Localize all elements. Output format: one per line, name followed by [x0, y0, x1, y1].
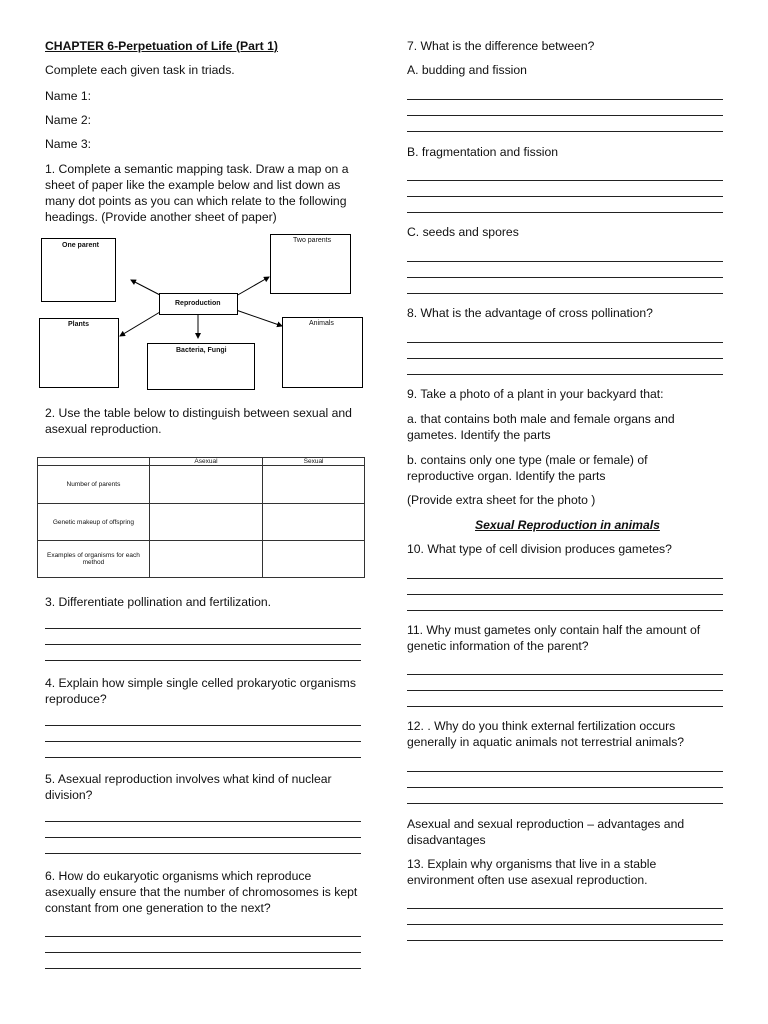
question-9a: a. that contains both male and female organs and gametes. Identify the parts: [407, 412, 675, 442]
question-1: 1. Complete a semantic mapping task. Draw a map on a sheet of paper like the example below and list down as many dot points as you can which relate to the following headings. (Provide another sheet of paper): [45, 162, 349, 224]
section-advantages-disadvantages: Asexual and sexual reproduction – advantages and disadvantages: [407, 817, 685, 847]
instruction: Complete each given task in triads.: [45, 63, 235, 77]
question-9: 9. Take a photo of a plant in your backyard that:: [407, 387, 664, 401]
map-box-one-parent: [41, 238, 116, 302]
question-8: 8. What is the advantage of cross pollination?: [407, 306, 653, 320]
comparison-table: [37, 457, 365, 578]
map-box-plants: [39, 318, 119, 388]
question-5: 5. Asexual reproduction involves what kind of nuclear division?: [45, 772, 332, 802]
question-3: 3. Differentiate pollination and fertilization.: [45, 595, 272, 609]
table-row: [38, 504, 365, 541]
map-label-animals: Animals: [309, 320, 334, 327]
question-7: 7. What is the difference between?: [407, 39, 595, 53]
map-label-one-parent: One parent: [62, 242, 99, 249]
table-row-label: Genetic makeup of offspring: [38, 504, 150, 541]
table-cell-sexual[interactable]: [263, 466, 365, 504]
question-7c: C. seeds and spores: [407, 225, 519, 239]
table-row: [38, 541, 365, 578]
name-2-label: Name 2:: [45, 113, 92, 127]
question-13: 13. Explain why organisms that live in a stable environment often use asexual reproduction.: [407, 857, 657, 887]
section-sexual-reproduction-animals: Sexual Reproduction in animals: [475, 518, 660, 532]
question-12: 12. . Why do you think external fertilization occurs generally in aquatic animals not terrestrial animals?: [407, 719, 685, 749]
question-6: 6. How do eukaryotic organisms which reproduce asexually ensure that the number of chromosomes is kept constant from one generation to the next?: [45, 869, 358, 915]
name-1-label: Name 1:: [45, 89, 92, 103]
table-cell-asexual[interactable]: [149, 466, 262, 504]
question-11: 11. Why must gametes only contain half the amount of genetic information of the parent?: [407, 623, 701, 653]
map-label-two-parents: Two parents: [293, 237, 332, 244]
map-box-animals: [282, 317, 363, 388]
table-row-label: Examples of organisms for each method: [38, 541, 150, 578]
map-label-bacteria-fungi: Bacteria, Fungi: [176, 347, 227, 354]
question-10: 10. What type of cell division produces gametes?: [407, 542, 672, 556]
map-box-bacteria-fungi: [147, 343, 255, 390]
table-header-sexual: Sexual: [263, 458, 365, 466]
table-header-blank: [38, 458, 150, 466]
table-row-label: Number of parents: [38, 466, 150, 504]
map-box-reproduction: [159, 293, 238, 315]
question-4: 4. Explain how simple single celled prokaryotic organisms reproduce?: [45, 676, 356, 706]
question-7a: A. budding and fission: [407, 63, 527, 77]
question-9b: b. contains only one type (male or female) of reproductive organ. Identify the parts: [407, 453, 648, 483]
table-cell-asexual[interactable]: [149, 504, 262, 541]
map-label-reproduction: Reproduction: [175, 300, 221, 307]
question-9-note: (Provide extra sheet for the photo ): [407, 493, 596, 507]
chapter-title: CHAPTER 6-Perpetuation of Life (Part 1): [45, 39, 278, 53]
table-row: [38, 466, 365, 504]
table-header-asexual: Asexual: [149, 458, 262, 466]
name-3-label: Name 3:: [45, 137, 92, 151]
table-cell-sexual[interactable]: [263, 504, 365, 541]
table-cell-asexual[interactable]: [149, 541, 262, 578]
map-label-plants: Plants: [68, 321, 90, 328]
question-7b: B. fragmentation and fission: [407, 145, 559, 159]
map-box-two-parents: [270, 234, 351, 294]
semantic-map: [36, 232, 366, 392]
question-2: 2. Use the table below to distinguish between sexual and asexual reproduction.: [45, 406, 352, 436]
table-cell-sexual[interactable]: [263, 541, 365, 578]
